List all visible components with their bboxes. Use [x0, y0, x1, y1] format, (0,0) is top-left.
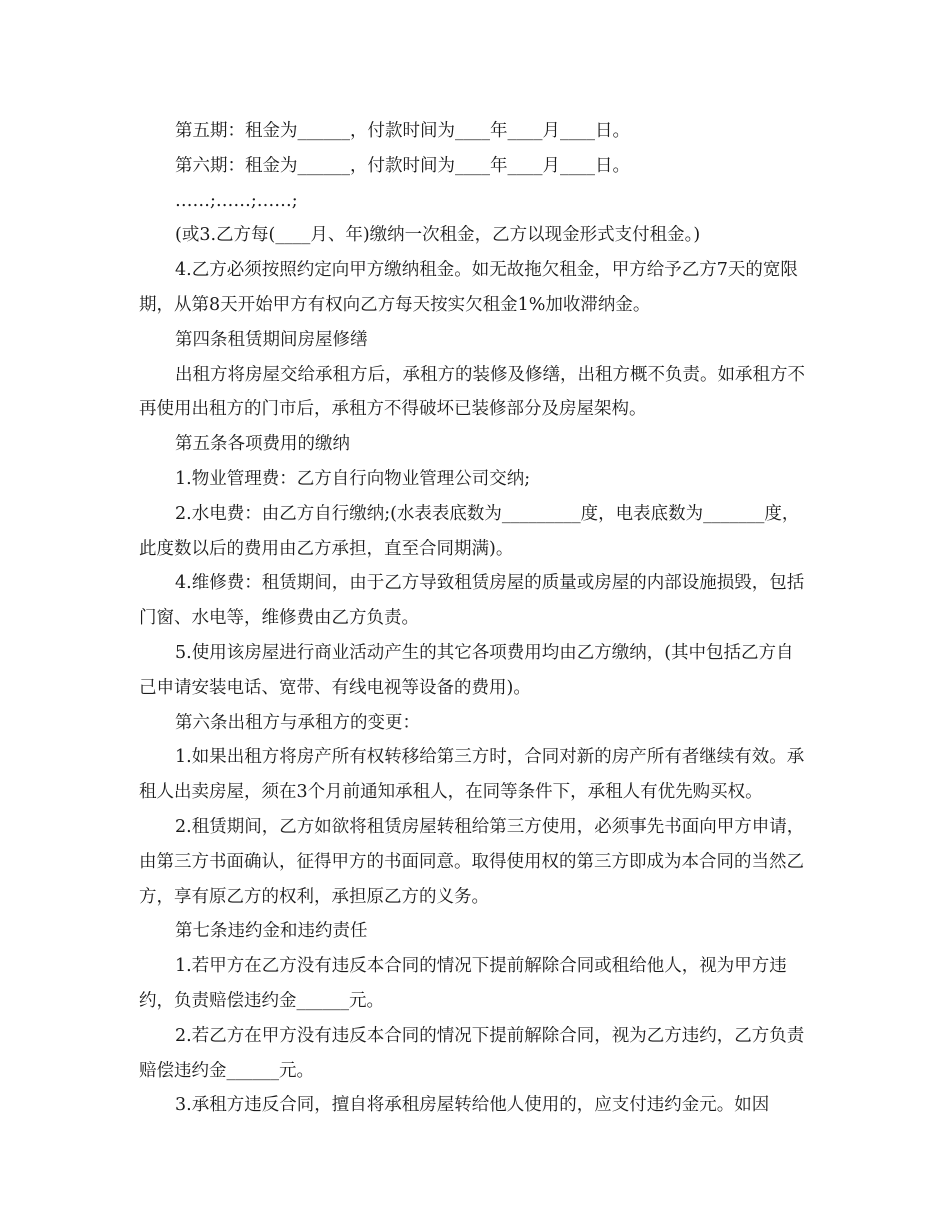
paragraph-unauthorized-transfer: 3.承租方违反合同，擅自将承租房屋转给他人使用的，应支付违约金元。如因	[175, 1095, 770, 1116]
paragraph-ownership-transfer: 1.如果出租方将房产所有权转移给第三方时，合同对新的房产所有者继续有效。承租人出卖房屋，须在3个月前通知承租人，在同等条件下，承租人有优先购买权。	[139, 747, 805, 803]
document-body	[139, 114, 811, 1123]
section-heading-6: 第六条出租方与承租方的变更：	[175, 712, 420, 733]
paragraph-ellipsis: ……;……;……;	[175, 190, 298, 211]
paragraph-rent-period-6: 第六期：租金为______，付款时间为____年____月____日。	[175, 155, 630, 176]
paragraph-maintenance: 4.维修费：租赁期间，由于乙方导致租赁房屋的质量或房屋的内部设施损毁，包括门窗、水电等，维修费由乙方负责。	[139, 573, 805, 629]
paragraph-alt-payment: (或3.乙方每(____月、年)缴纳一次租金，乙方以现金形式支付租金。)	[175, 225, 701, 246]
section-heading-5: 第五条各项费用的缴纳	[175, 434, 350, 455]
section-heading-4: 第四条租赁期间房屋修缮	[175, 329, 368, 350]
paragraph-landlord-breach: 1.若甲方在乙方没有违反本合同的情况下提前解除合同或租给他人，视为甲方违约，负责赔偿违约金______元。	[139, 956, 787, 1011]
section-heading-7: 第七条违约金和违约责任	[175, 921, 368, 942]
paragraph-tenant-breach: 2.若乙方在甲方没有违反本合同的情况下提前解除合同，视为乙方违约，乙方负责赔偿违约金______元。	[139, 1025, 805, 1081]
paragraph-other-fees: 5.使用该房屋进行商业活动产生的其它各项费用均由乙方缴纳，(其中包括乙方自己申请安装电话、宽带、有线电视等设备的费用)。	[139, 642, 794, 698]
paragraph-rent-period-5: 第五期：租金为______，付款时间为____年____月____日。	[175, 121, 630, 141]
paragraph-repairs: 出租方将房屋交给承租方后，承租方的装修及修缮，出租方概不负责。如承租方不再使用出租方的门市后，承租方不得破坏已装修部分及房屋架构。	[139, 364, 805, 420]
paragraph-sublease: 2.租赁期间，乙方如欲将租赁房屋转租给第三方使用，必须事先书面向甲方申请，由第三方书面确认，征得甲方的书面同意。取得使用权的第三方即成为本合同的当然乙方，享有原乙方的权利，承担原乙方的义务。	[139, 816, 805, 907]
paragraph-late-fee: 4.乙方必须按照约定向甲方缴纳租金。如无故拖欠租金，甲方给予乙方7天的宽限期，从第8天开始甲方有权向乙方每天按实欠租金1%加收滞纳金。	[139, 260, 798, 315]
paragraph-property-fee: 1.物业管理费：乙方自行向物业管理公司交纳;	[175, 468, 531, 489]
paragraph-utilities: 2.水电费：由乙方自行缴纳;(水表表底数为_________度，电表底数为_______度，此度数以后的费用由乙方承担，直至合同期满)。	[139, 503, 800, 559]
